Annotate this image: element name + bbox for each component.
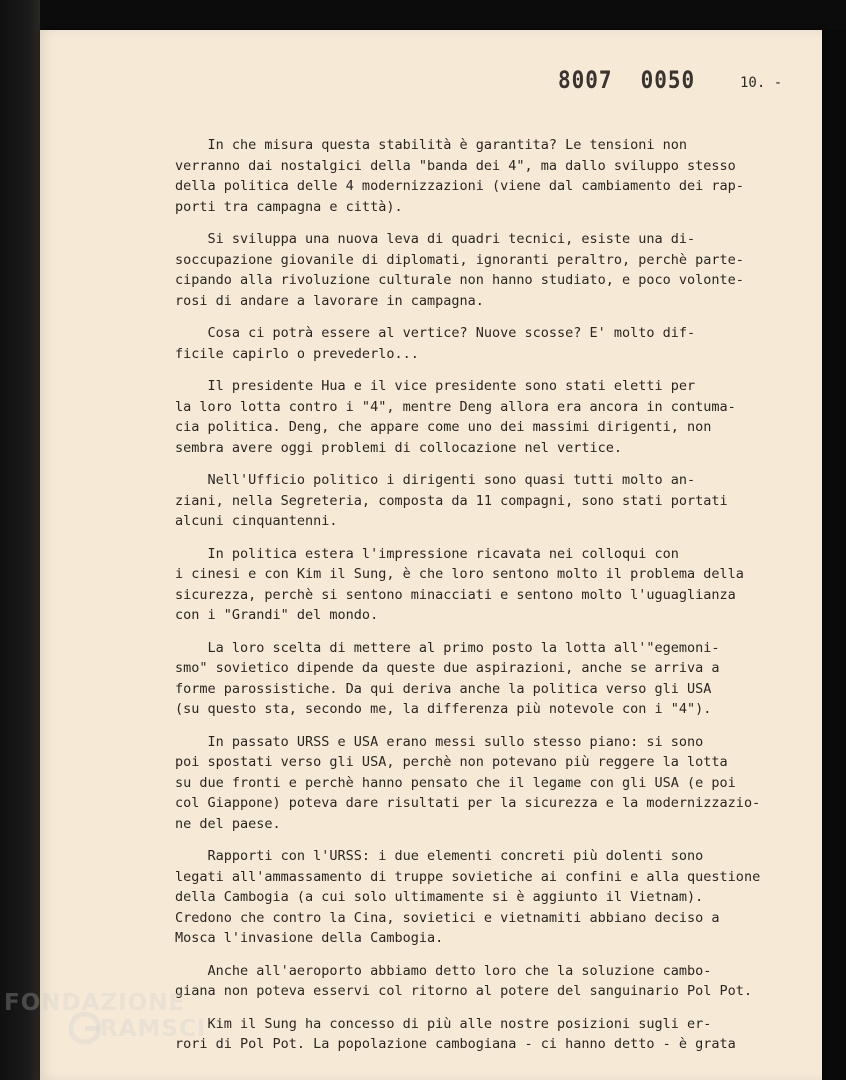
fondazione-gramsci-logo xyxy=(4,990,234,1060)
paragraph xyxy=(175,732,785,835)
text-line: giana non poteva esservi col ritorno al potere del sanguinario Pol Pot. xyxy=(175,983,753,999)
text-line: con i "Grandi" del mondo. xyxy=(175,607,379,623)
text-line: della politica delle 4 modernizzazioni (viene dal cambiamento dei rap- xyxy=(175,178,744,194)
text-line: su due fronti e perchè hanno pensato che il legame con gli USA (e poi xyxy=(175,774,736,791)
archive-number-1: 8007 xyxy=(558,66,613,94)
text-line: la loro lotta contro i "4", mentre Deng allora era ancora in contuma- xyxy=(175,398,736,415)
archive-stamp xyxy=(558,66,723,94)
paragraph xyxy=(175,961,785,1002)
text-line: della Cambogia (a cui solo ultimamente si è aggiunto il Vietnam). xyxy=(175,889,704,905)
page-number: 10. - xyxy=(740,75,783,91)
text-line: In passato URSS e USA erano messi sullo stesso piano: si sono xyxy=(175,733,704,750)
text-line: ne del paese. xyxy=(175,815,281,832)
text-line: In politica estera l'impressione ricavata nei colloqui con xyxy=(175,545,679,562)
text-line: rori di Pol Pot. La popolazione cambogiana - ci hanno detto - è grata xyxy=(175,1036,736,1052)
text-line: porti tra campagna e città). xyxy=(175,198,403,215)
text-line: smo" sovietico dipende da queste due aspirazioni, anche se arriva a xyxy=(175,660,720,676)
text-line: ziani, nella Segreteria, composta da 11 compagni, sono stati portati xyxy=(175,492,728,509)
paragraph xyxy=(175,638,785,720)
text-line: sicurezza, perchè si sentono minacciati e sentono molto l'uguaglianza xyxy=(175,586,736,603)
paragraph xyxy=(175,323,785,364)
paragraph xyxy=(175,544,785,626)
g-circle-icon xyxy=(68,1008,102,1048)
text-line: Credono che contro la Cina, sovietici e vietnamiti abbiano deciso a xyxy=(175,909,720,926)
text-line: Mosca l'invasione della Cambogia. xyxy=(175,930,444,946)
text-line: Rapporti con l'URSS: i due elementi concreti più dolenti sono xyxy=(175,848,704,864)
text-line: cia politica. Deng, che appare come uno dei massimi dirigenti, non xyxy=(175,419,712,435)
paragraph xyxy=(175,229,785,311)
document-body xyxy=(175,135,785,1067)
paragraph xyxy=(175,135,785,217)
logo-line-2: RAMSCI xyxy=(100,1016,207,1042)
text-line: Kim il Sung ha concesso di più alle nostre posizioni sugli er- xyxy=(175,1015,712,1032)
text-line: legati all'ammassamento di truppe sovietiche ai confini e alla questione xyxy=(175,868,761,885)
binder-edge xyxy=(0,0,40,1080)
paragraph xyxy=(175,846,785,949)
text-line: i cinesi e con Kim il Sung, è che loro sentono molto il problema della xyxy=(175,566,744,582)
text-line: Cosa ci potrà essere al vertice? Nuove scosse? E' molto dif- xyxy=(175,325,696,341)
text-line: In che misura questa stabilità è garantita? Le tensioni non xyxy=(175,137,688,153)
text-line: ficile capirlo o prevederlo... xyxy=(175,345,419,362)
paragraph xyxy=(175,470,785,532)
archive-number-2: 0050 xyxy=(640,66,696,94)
text-line: alcuni cinquantenni. xyxy=(175,513,338,529)
paragraph xyxy=(175,376,785,458)
text-line: Nell'Ufficio politico i dirigenti sono quasi tutti molto an- xyxy=(175,472,696,488)
text-line: poi spostati verso gli USA, perchè non potevano più reggere la lotta xyxy=(175,754,728,770)
text-line: col Giappone) poteva dare risultati per la sicurezza e la modernizzazio- xyxy=(175,795,761,811)
text-line: soccupazione giovanile di diplomati, ignoranti peraltro, perchè parte- xyxy=(175,251,744,268)
text-line: cipando alla rivoluzione culturale non hanno studiato, e poco volonte- xyxy=(175,272,744,288)
text-line: Anche all'aeroporto abbiamo detto loro che la soluzione cambo- xyxy=(175,962,712,979)
text-line: verranno dai nostalgici della "banda dei 4", ma dallo sviluppo stesso xyxy=(175,157,736,174)
background-right xyxy=(822,30,846,1080)
text-line: (su questo sta, secondo me, la differenza più notevole con i "4"). xyxy=(175,701,712,717)
text-line: forme parossistiche. Da qui deriva anche la politica verso gli USA xyxy=(175,680,712,697)
paragraph xyxy=(175,1014,785,1055)
text-line: rosi di andare a lavorare in campagna. xyxy=(175,292,484,309)
text-line: Il presidente Hua e il vice presidente sono stati eletti per xyxy=(175,378,696,394)
text-line: Si sviluppa una nuova leva di quadri tecnici, esiste una di- xyxy=(175,231,696,247)
text-line: sembra avere oggi problemi di collocazione nel vertice. xyxy=(175,439,623,456)
logo-line-1: FONDAZIONE xyxy=(4,990,186,1016)
text-line: La loro scelta di mettere al primo posto la lotta all'"egemoni- xyxy=(175,639,720,656)
